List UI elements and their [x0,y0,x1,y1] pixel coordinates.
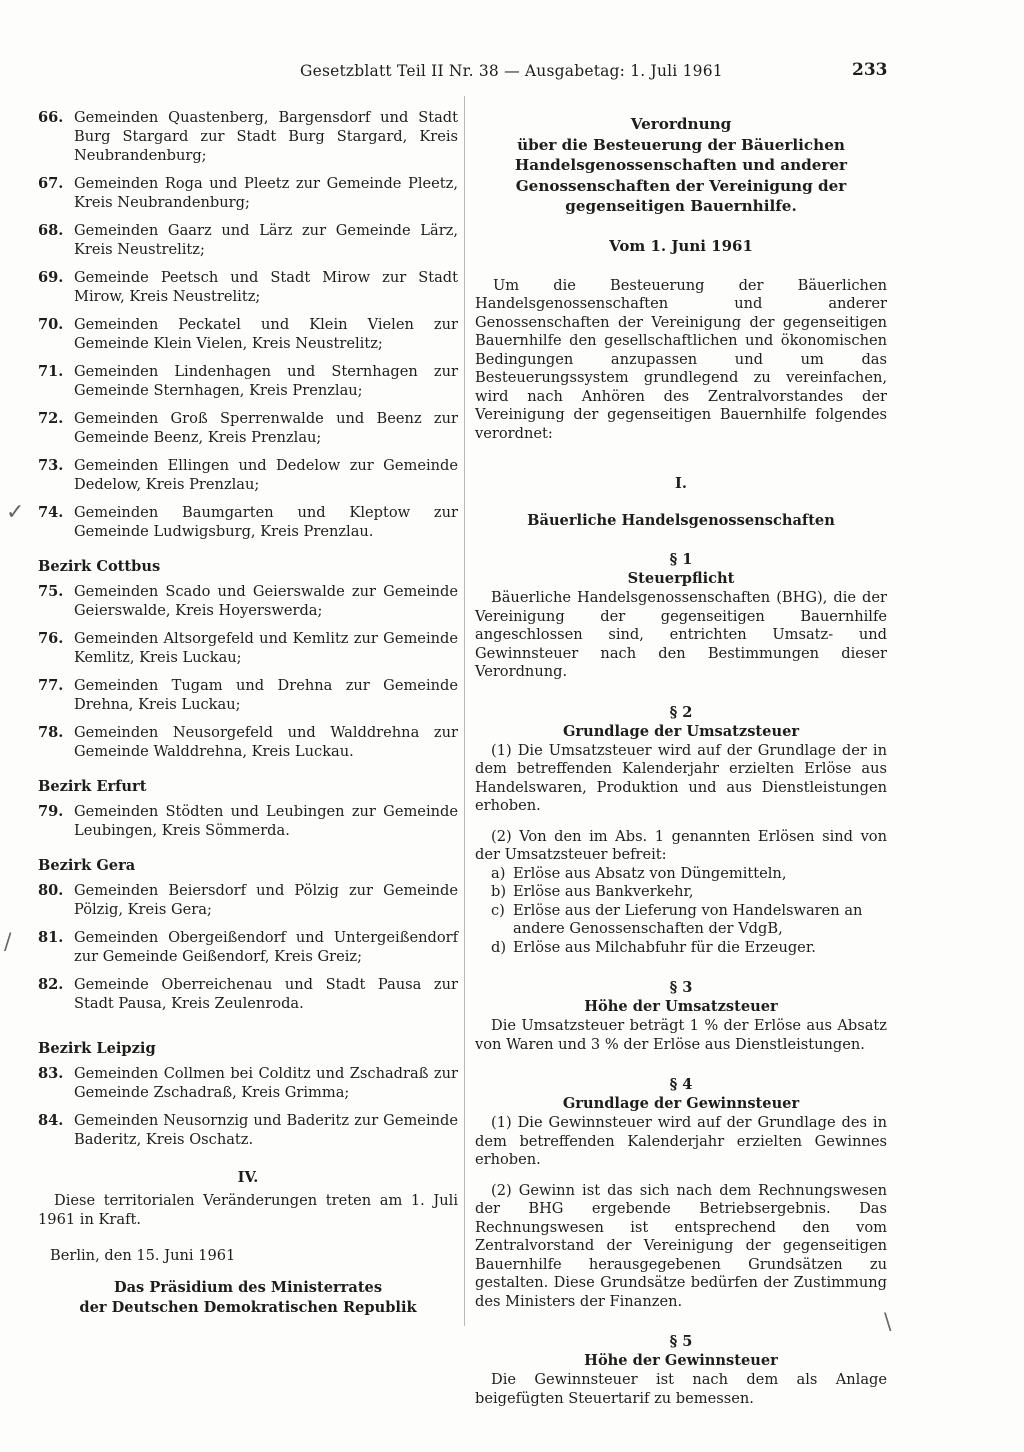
list-item-text: Gemeinden Ellingen und Dedelow zur Gemeinde Dedelow, Kreis Prenzlau; [74,457,458,493]
list-item-text: Gemeinden Stödten und Leubingen zur Gemeinde Leubingen, Kreis Sömmerda. [74,803,458,839]
list-item [38,315,458,353]
signature-block [38,1278,458,1318]
exemption-item [475,902,887,939]
list-item [38,928,458,966]
list-item [38,174,458,212]
list-item [38,108,458,165]
list-item [38,362,458,400]
paragraph-1-text: Bäuerliche Handelsgenossenschaften (BHG), die der Vereinigung der gegenseitigen Bauernhilfe angeschlossen sind, entrichten Umsatz- und Gewinnsteuer nach den Bestimmungen dieser Verordnung. [475,589,887,680]
list-item-text: Gemeinden Roga und Pleetz zur Gemeinde Pleetz, Kreis Neubrandenburg; [74,175,458,211]
right-column [475,114,887,1408]
exemption-list [475,865,887,958]
paragraph-1-title: Steuerpflicht [627,570,735,587]
left-column [38,108,458,1318]
exemption-item-label: b) [491,883,507,900]
paragraph-5-title: Höhe der Gewinnsteuer [584,1352,778,1369]
signature-line-2: der Deutschen Demokratischen Republik [79,1299,417,1316]
district-heading-leipzig: Bezirk Leipzig [38,1040,156,1057]
part-i-title: Bäuerliche Handelsgenossenschaften [527,512,835,529]
list-item [38,503,458,541]
list-item-number: 83. [38,1065,64,1082]
list-item-text: Gemeinden Obergeißendorf und Untergeißendorf zur Gemeinde Geißendorf, Kreis Greiz; [74,929,458,965]
list-item-number: 66. [38,109,64,126]
paragraph-2-number: § 2 [669,703,693,721]
signoff-date: Berlin, den 15. Juni 1961 [50,1247,236,1264]
list-item-number: 73. [38,457,64,474]
list-item [38,802,458,840]
list-item-number: 78. [38,724,64,741]
list-item-number: 72. [38,410,64,427]
list-item-text: Gemeinden Neusorgefeld und Walddrehna zur Gemeinde Walddrehna, Kreis Luckau. [74,724,458,760]
list-item-text: Gemeinden Groß Sperrenwalde und Beenz zur Gemeinde Beenz, Kreis Prenzlau; [74,410,458,446]
paragraph-4-text-2: (2) Gewinn ist das sich nach dem Rechnungswesen der BHG ergebende Betriebsergebnis. Das Rechnungswesen ist entsprechend den vom Zentralvorstand der Vereinigung der gegenseitigen Bauernhilfe herausgegebenen Grundsätzen zu gestalten. Diese Grundsätze bedürfen der Zustimmung des Ministers der Finanzen. [475,1181,887,1310]
list-item-number: 79. [38,803,64,820]
list-item-number: 81. [38,929,64,946]
paragraph-5-number: § 5 [669,1333,693,1350]
list-item-text: Gemeinden Altsorgefeld und Kemlitz zur Gemeinde Kemlitz, Kreis Luckau; [74,630,458,666]
exemption-item [475,939,887,958]
margin-mark: ✓ [6,500,25,525]
list-item-number: 67. [38,175,64,192]
list-item-text: Gemeinden Collmen bei Colditz und Zschadraß zur Gemeinde Zschadraß, Kreis Grimma; [74,1065,458,1101]
running-header: Gesetzblatt Teil II Nr. 38 — Ausgabetag: 1. Juli 1961 [300,62,723,80]
municipality-list-erfurt [38,802,458,840]
list-item [38,409,458,447]
district-heading-erfurt: Bezirk Erfurt [38,778,147,795]
list-item-number: 77. [38,677,64,694]
list-item-number: 75. [38,583,64,600]
paragraph-4-title: Grundlage der Gewinnsteuer [562,1095,800,1112]
exemption-item-label: a) [491,864,506,882]
section-iv-text: Diese territorialen Veränderungen treten am 1. Juli 1961 in Kraft. [38,1192,458,1228]
decree-date: Vom 1. Juni 1961 [609,236,753,255]
list-item-text: Gemeinden Beiersdorf und Pölzig zur Gemeinde Pölzig, Kreis Gera; [74,882,458,918]
decree-title-line-1: Verordnung [630,115,732,133]
paragraph-1-number: § 1 [669,551,693,568]
exemption-item-label: d) [491,938,507,956]
part-i-heading: I. [675,475,687,492]
page-number: 233 [852,60,888,80]
list-item-text: Gemeinden Gaarz und Lärz zur Gemeinde Lärz, Kreis Neustrelitz; [74,222,458,258]
list-item-text: Gemeinde Oberreichenau und Stadt Pausa zur Stadt Pausa, Kreis Zeulenroda. [74,976,458,1012]
margin-mark: / [4,930,12,955]
list-item-text: Gemeinden Scado und Geierswalde zur Gemeinde Geierswalde, Kreis Hoyerswerda; [74,583,458,619]
list-item [38,975,458,1013]
paragraph-3-text: Die Umsatzsteuer beträgt 1 % der Erlöse aus Absatz von Waren und 3 % der Erlöse aus Dienstleistungen. [475,1017,887,1053]
list-item-text: Gemeinden Neusornzig und Baderitz zur Gemeinde Baderitz, Kreis Oschatz. [74,1112,458,1148]
list-item-number: 74. [38,504,64,521]
municipality-list-gera [38,881,458,1013]
exemption-item [475,883,887,902]
list-item [38,1064,458,1102]
list-item-text: Gemeinden Lindenhagen und Sternhagen zur Gemeinde Sternhagen, Kreis Prenzlau; [74,363,458,399]
paragraph-3-number: § 3 [669,979,693,996]
list-item [38,676,458,714]
district-heading-gera: Bezirk Gera [38,857,136,874]
list-item-text: Gemeinden Peckatel und Klein Vielen zur Gemeinde Klein Vielen, Kreis Neustrelitz; [74,316,458,352]
decree-title-line-2: über die Besteuerung der Bäuerlichen Handelsgenossenschaften und anderer Genossenschaften der Vereinigung der gegenseitigen Bauernhilfe. [514,135,848,215]
signature-line-1: Das Präsidium des Ministerrates [113,1279,383,1296]
paragraph-3-title: Höhe der Umsatzsteuer [584,998,778,1015]
list-item [38,881,458,919]
paragraph-2-text-2: (2) Von den im Abs. 1 genannten Erlösen sind von der Umsatzsteuer befreit: [475,827,887,863]
list-item-number: 76. [38,630,64,647]
exemption-item-text: Erlöse aus der Lieferung von Handelswaren an andere Genossenschaften der VdgB, [513,901,863,937]
list-item-text: Gemeinde Peetsch und Stadt Mirow zur Stadt Mirow, Kreis Neustrelitz; [74,269,458,305]
list-item-number: 82. [38,976,64,993]
exemption-item-text: Erlöse aus Bankverkehr, [513,883,694,900]
section-iv-heading: IV. [237,1169,259,1186]
list-item [38,221,458,259]
paragraph-4-number: § 4 [669,1076,693,1093]
margin-mark: \ [884,1310,892,1335]
list-item [38,268,458,306]
list-item [38,723,458,761]
column-divider [464,96,465,1326]
paragraph-2-text-1: (1) Die Umsatzsteuer wird auf der Grundlage der in dem betreffenden Kalenderjahr erzielten Erlöse aus Handelswaren, Produktion und aus Dienstleistungen erhoben. [475,741,887,814]
list-item-number: 68. [38,222,64,239]
paragraph-4-text-1: (1) Die Gewinnsteuer wird auf der Grundlage des in dem betreffenden Kalenderjahr erzielten Gewinnes erhoben. [475,1114,887,1168]
exemption-item-text: Erlöse aus Absatz von Düngemitteln, [513,864,787,882]
municipality-list-cottbus [38,582,458,761]
list-item-number: 69. [38,269,64,286]
list-item-number: 71. [38,363,64,380]
list-item-text: Gemeinden Tugam und Drehna zur Gemeinde Drehna, Kreis Luckau; [74,677,458,713]
exemption-item [475,865,887,884]
list-item-number: 70. [38,316,64,333]
exemption-item-label: c) [491,901,505,919]
decree-preamble: Um die Besteuerung der Bäuerlichen Handelsgenossenschaften und anderer Genossenschaften der Vereinigung der gegenseitigen Bauernhilfe den gesellschaftlichen und ökonomischen Bedingungen anzupassen und um das Besteuerungssystem grundlegend zu vereinfachen, wird nach Anhören des Zentralvorstandes der Vereinigung der gegenseitigen Bauernhilfe folgendes verordnet: [475,276,887,442]
paragraph-5-text: Die Gewinnsteuer ist nach dem als Anlage beigefügten Steuertarif zu bemessen. [475,1371,887,1407]
list-item-text: Gemeinden Quastenberg, Bargensdorf und Stadt Burg Stargard zur Stadt Burg Stargard, Kreis Neubrandenburg; [74,109,458,164]
list-item-text: Gemeinden Baumgarten und Kleptow zur Gemeinde Ludwigsburg, Kreis Prenzlau. [74,504,458,540]
list-item-number: 84. [38,1112,64,1129]
exemption-item-text: Erlöse aus Milchabfuhr für die Erzeuger. [513,938,816,956]
list-item [38,456,458,494]
municipality-list-a [38,108,458,541]
list-item [38,1111,458,1149]
list-item [38,629,458,667]
municipality-list-leipzig [38,1064,458,1149]
list-item-number: 80. [38,882,64,899]
decree-title [475,114,887,217]
district-heading-cottbus: Bezirk Cottbus [38,558,161,575]
list-item [38,582,458,620]
paragraph-2-title: Grundlage der Umsatzsteuer [562,722,800,740]
